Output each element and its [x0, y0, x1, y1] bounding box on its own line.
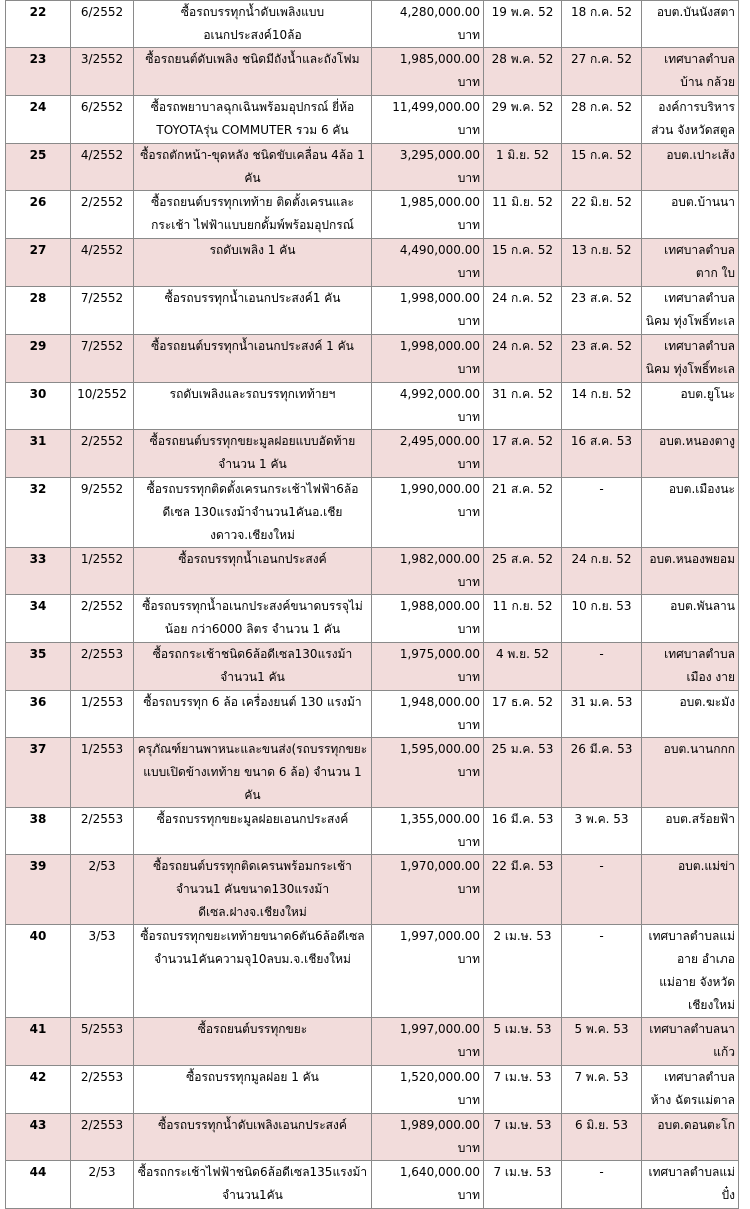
agency-name: อบต.เมืองนะ	[642, 478, 739, 548]
contract-date: 28 พ.ค. 52	[484, 48, 562, 96]
table-row	[6, 808, 739, 855]
table-row	[6, 335, 739, 383]
contract-date: 11 มิ.ย. 52	[484, 191, 562, 239]
agency-name: อบต.สร้อยฟ้า	[642, 808, 739, 855]
row-number: 29	[6, 335, 71, 383]
table-row	[6, 430, 739, 478]
contract-date: 17 ธ.ค. 52	[484, 691, 562, 738]
agency-name: องค์การบริหารส่วน จังหวัดสตูล	[642, 96, 739, 144]
reference-number: 1/2552	[71, 548, 134, 595]
agency-name: อบต.หนองพยอม	[642, 548, 739, 595]
item-description: ซื้อรถกระเช้าชนิด6ล้อดีเซล130แรงม้าจำนวน1 คัน	[134, 643, 372, 691]
amount-value: 1,997,000.00 บาท	[372, 925, 484, 1018]
agency-name: อบต.นานกกก	[642, 738, 739, 808]
row-number: 33	[6, 548, 71, 595]
table-row	[6, 1066, 739, 1114]
row-number: 23	[6, 48, 71, 96]
delivery-date: 18 ก.ค. 52	[562, 1, 642, 48]
contract-date: 24 ก.ค. 52	[484, 287, 562, 335]
reference-number: 3/2552	[71, 48, 134, 96]
delivery-date: 24 ก.ย. 52	[562, 548, 642, 595]
agency-name: เทศบาลตำบลบ้าน กล้วย	[642, 48, 739, 96]
item-description: ซื้อรถบรรทุกน้ำอเนกประสงค์ขนาดบรรจุไม่น้อย กว่า6000 ลิตร จำนวน 1 คัน	[134, 595, 372, 643]
delivery-date: 15 ก.ค. 52	[562, 144, 642, 191]
reference-number: 4/2552	[71, 144, 134, 191]
delivery-date: 7 พ.ค. 53	[562, 1066, 642, 1114]
row-number: 42	[6, 1066, 71, 1114]
item-description: ซื้อรถยนต์บรรทุกติดเครนพร้อมกระเช้าจำนวน1 คันขนาด130แรงม้าดีเซล.ฝางจ.เชียงใหม่	[134, 855, 372, 925]
table-row	[6, 925, 739, 1018]
amount-value: 1,990,000.00 บาท	[372, 478, 484, 548]
delivery-date: 5 พ.ค. 53	[562, 1018, 642, 1066]
item-description: ซื้อรถบรรทุก 6 ล้อ เครื่องยนต์ 130 แรงม้า	[134, 691, 372, 738]
reference-number: 6/2552	[71, 96, 134, 144]
row-number: 41	[6, 1018, 71, 1066]
amount-value: 1,640,000.00 บาท	[372, 1161, 484, 1209]
amount-value: 1,595,000.00 บาท	[372, 738, 484, 808]
delivery-date: 23 ส.ค. 52	[562, 287, 642, 335]
amount-value: 1,355,000.00 บาท	[372, 808, 484, 855]
table-row	[6, 239, 739, 287]
reference-number: 6/2552	[71, 1, 134, 48]
amount-value: 1,988,000.00 บาท	[372, 595, 484, 643]
agency-name: อบต.บันนังสตา	[642, 1, 739, 48]
amount-value: 1,985,000.00 บาท	[372, 191, 484, 239]
contract-date: 5 เม.ษ. 53	[484, 1018, 562, 1066]
item-description: ซื้อรถยนต์บรรทุกขยะมูลฝอยแบบอัดท้าย จำนวน 1 คัน	[134, 430, 372, 478]
item-description: ซื้อรถบรรทุกติดตั้งเครนกระเช้าไฟฟ้า6ล้อดีเซล 130แรงม้าจำนวน1คันอ.เชียงดาวจ.เชียงใหม่	[134, 478, 372, 548]
amount-value: 4,992,000.00 บาท	[372, 383, 484, 430]
row-number: 30	[6, 383, 71, 430]
row-number: 39	[6, 855, 71, 925]
delivery-date: 10 ก.ย. 53	[562, 595, 642, 643]
row-number: 34	[6, 595, 71, 643]
contract-date: 15 ก.ค. 52	[484, 239, 562, 287]
amount-value: 1,975,000.00 บาท	[372, 643, 484, 691]
agency-name: เทศบาลตำบลนา แก้ว	[642, 1018, 739, 1066]
item-description: ซื้อรถตักหน้า-ขุดหลัง ชนิดขับเคลื่อน 4ล้อ 1 คัน	[134, 144, 372, 191]
row-number: 32	[6, 478, 71, 548]
item-description: ซื้อรถบรรทุกมูลฝอย 1 คัน	[134, 1066, 372, 1114]
delivery-date: 6 มิ.ย. 53	[562, 1114, 642, 1161]
delivery-date: -	[562, 855, 642, 925]
table-row	[6, 643, 739, 691]
delivery-date: 3 พ.ค. 53	[562, 808, 642, 855]
amount-value: 1,970,000.00 บาท	[372, 855, 484, 925]
row-number: 25	[6, 144, 71, 191]
agency-name: เทศบาลตำบลแม่ อาย อำเภอแม่อาย จังหวัดเชียงใหม่	[642, 925, 739, 1018]
table-row	[6, 144, 739, 191]
table-row	[6, 855, 739, 925]
agency-name: อบต.เปาะเส้ง	[642, 144, 739, 191]
contract-date: 29 พ.ค. 52	[484, 96, 562, 144]
agency-name: เทศบาลตำบลนิคม ทุ่งโพธิ์ทะเล	[642, 335, 739, 383]
delivery-date: 14 ก.ย. 52	[562, 383, 642, 430]
table-row	[6, 691, 739, 738]
row-number: 31	[6, 430, 71, 478]
table-body	[6, 1, 739, 1209]
contract-date: 2 เม.ษ. 53	[484, 925, 562, 1018]
contract-date: 16 มี.ค. 53	[484, 808, 562, 855]
agency-name: อบต.ดอนตะโก	[642, 1114, 739, 1161]
item-description: ซื้อรถยนต์บรรทุกน้ำเอนกประสงค์ 1 คัน	[134, 335, 372, 383]
item-description: ซื้อรถบรรทุกน้ำดับเพลิงแบบอเนกประสงค์10ล้อ	[134, 1, 372, 48]
item-description: ซื้อรถบรรทุกน้ำดับเพลิงเอนกประสงค์	[134, 1114, 372, 1161]
item-description: ซื้อรถบรรทุกน้ำเอนกประสงค์	[134, 548, 372, 595]
contract-date: 4 พ.ย. 52	[484, 643, 562, 691]
row-number: 44	[6, 1161, 71, 1209]
table-row	[6, 548, 739, 595]
contract-date: 31 ก.ค. 52	[484, 383, 562, 430]
reference-number: 7/2552	[71, 287, 134, 335]
amount-value: 1,998,000.00 บาท	[372, 335, 484, 383]
delivery-date: 16 ส.ค. 53	[562, 430, 642, 478]
contract-date: 11 ก.ย. 52	[484, 595, 562, 643]
item-description: ซื้อรถยนต์บรรทุกเทท้าย ติดตั้งเครนและกระเช้า ไฟฟ้าแบบยกดั้มพ์พร้อมอุปกรณ์	[134, 191, 372, 239]
table-row	[6, 191, 739, 239]
delivery-date: -	[562, 1161, 642, 1209]
row-number: 35	[6, 643, 71, 691]
delivery-date: 26 มี.ค. 53	[562, 738, 642, 808]
reference-number: 2/2552	[71, 595, 134, 643]
agency-name: อบต.ยูโนะ	[642, 383, 739, 430]
agency-name: อบต.แม่ข่า	[642, 855, 739, 925]
table-row	[6, 595, 739, 643]
contract-date: 24 ก.ค. 52	[484, 335, 562, 383]
reference-number: 3/53	[71, 925, 134, 1018]
delivery-date: -	[562, 478, 642, 548]
item-description: ซื้อรถบรรทุกน้ำเอนกประสงค์1 คัน	[134, 287, 372, 335]
delivery-date: 22 มิ.ย. 52	[562, 191, 642, 239]
amount-value: 1,520,000.00 บาท	[372, 1066, 484, 1114]
contract-date: 22 มี.ค. 53	[484, 855, 562, 925]
amount-value: 1,997,000.00 บาท	[372, 1018, 484, 1066]
amount-value: 1,982,000.00 บาท	[372, 548, 484, 595]
agency-name: เทศบาลตำบลเมือง งาย	[642, 643, 739, 691]
contract-date: 25 ส.ค. 52	[484, 548, 562, 595]
agency-name: อบต.หนองตางู	[642, 430, 739, 478]
table-row	[6, 1018, 739, 1066]
item-description: รถดับเพลิงและรถบรรทุกเทท้ายฯ	[134, 383, 372, 430]
delivery-date: 27 ก.ค. 52	[562, 48, 642, 96]
agency-name: เทศบาลตำบลแม่ปั๋ง	[642, 1161, 739, 1209]
item-description: รถดับเพลิง 1 คัน	[134, 239, 372, 287]
reference-number: 9/2552	[71, 478, 134, 548]
item-description: ซื้อรถยนต์ดับเพลิง ชนิดมีถังน้ำและถังโฟม	[134, 48, 372, 96]
contract-date: 17 ส.ค. 52	[484, 430, 562, 478]
reference-number: 2/2553	[71, 1066, 134, 1114]
procurement-table	[5, 0, 739, 1209]
table-row	[6, 1161, 739, 1209]
amount-value: 2,495,000.00 บาท	[372, 430, 484, 478]
item-description: ซื้อรถยนต์บรรทุกขยะ	[134, 1018, 372, 1066]
contract-date: 7 เม.ษ. 53	[484, 1114, 562, 1161]
table-row	[6, 1, 739, 48]
table-row	[6, 738, 739, 808]
amount-value: 11,499,000.00 บาท	[372, 96, 484, 144]
agency-name: อบต.พันลาน	[642, 595, 739, 643]
agency-name: เทศบาลตำบลตาก ใบ	[642, 239, 739, 287]
reference-number: 5/2553	[71, 1018, 134, 1066]
row-number: 24	[6, 96, 71, 144]
table-row	[6, 478, 739, 548]
reference-number: 1/2553	[71, 738, 134, 808]
row-number: 37	[6, 738, 71, 808]
amount-value: 3,295,000.00 บาท	[372, 144, 484, 191]
row-number: 38	[6, 808, 71, 855]
row-number: 22	[6, 1, 71, 48]
table-row	[6, 96, 739, 144]
delivery-date: 28 ก.ค. 52	[562, 96, 642, 144]
agency-name: อบต.ฆะมัง	[642, 691, 739, 738]
contract-date: 1 มิ.ย. 52	[484, 144, 562, 191]
delivery-date: 23 ส.ค. 52	[562, 335, 642, 383]
amount-value: 1,989,000.00 บาท	[372, 1114, 484, 1161]
reference-number: 1/2553	[71, 691, 134, 738]
reference-number: 2/53	[71, 1161, 134, 1209]
delivery-date: -	[562, 643, 642, 691]
amount-value: 1,985,000.00 บาท	[372, 48, 484, 96]
reference-number: 2/2553	[71, 643, 134, 691]
row-number: 40	[6, 925, 71, 1018]
reference-number: 2/2552	[71, 430, 134, 478]
reference-number: 4/2552	[71, 239, 134, 287]
amount-value: 4,490,000.00 บาท	[372, 239, 484, 287]
reference-number: 2/53	[71, 855, 134, 925]
amount-value: 1,948,000.00 บาท	[372, 691, 484, 738]
delivery-date: 31 ม.ค. 53	[562, 691, 642, 738]
reference-number: 10/2552	[71, 383, 134, 430]
table-row	[6, 383, 739, 430]
reference-number: 2/2553	[71, 808, 134, 855]
row-number: 26	[6, 191, 71, 239]
amount-value: 1,998,000.00 บาท	[372, 287, 484, 335]
item-description: ซื้อรถบรรทุกขยะเทท้ายขนาด6ตัน6ล้อดีเซล จำนวน1คันความจุ10ลบม.จ.เชียงใหม่	[134, 925, 372, 1018]
agency-name: เทศบาลตำบลห้าง ฉัตรแม่ตาล	[642, 1066, 739, 1114]
contract-date: 25 ม.ค. 53	[484, 738, 562, 808]
contract-date: 19 พ.ค. 52	[484, 1, 562, 48]
amount-value: 4,280,000.00 บาท	[372, 1, 484, 48]
contract-date: 21 ส.ค. 52	[484, 478, 562, 548]
item-description: ซื้อรถบรรทุกขยะมูลฝอยเอนกประสงค์	[134, 808, 372, 855]
row-number: 27	[6, 239, 71, 287]
table-row	[6, 287, 739, 335]
row-number: 36	[6, 691, 71, 738]
contract-date: 7 เม.ษ. 53	[484, 1066, 562, 1114]
row-number: 28	[6, 287, 71, 335]
row-number: 43	[6, 1114, 71, 1161]
contract-date: 7 เม.ษ. 53	[484, 1161, 562, 1209]
table-row	[6, 1114, 739, 1161]
delivery-date: -	[562, 925, 642, 1018]
agency-name: เทศบาลตำบลนิคม ทุ่งโพธิ์ทะเล	[642, 287, 739, 335]
item-description: ซื้อรถพยาบาลฉุกเฉินพร้อมอุปกรณ์ ยี่ห้อ TOYOTAรุ่น COMMUTER รวม 6 คัน	[134, 96, 372, 144]
table-row	[6, 48, 739, 96]
reference-number: 2/2552	[71, 191, 134, 239]
reference-number: 7/2552	[71, 335, 134, 383]
delivery-date: 13 ก.ย. 52	[562, 239, 642, 287]
agency-name: อบต.บ้านนา	[642, 191, 739, 239]
item-description: ครุภัณฑ์ยานพาหนะและขนส่ง(รถบรรทุกขยะ แบบเปิดข้างเทท้าย ขนาด 6 ล้อ) จำนวน 1 คัน	[134, 738, 372, 808]
item-description: ซื้อรถกระเช้าไฟฟ้าชนิด6ล้อดีเซล135แรงม้า จำนวน1คัน	[134, 1161, 372, 1209]
reference-number: 2/2553	[71, 1114, 134, 1161]
